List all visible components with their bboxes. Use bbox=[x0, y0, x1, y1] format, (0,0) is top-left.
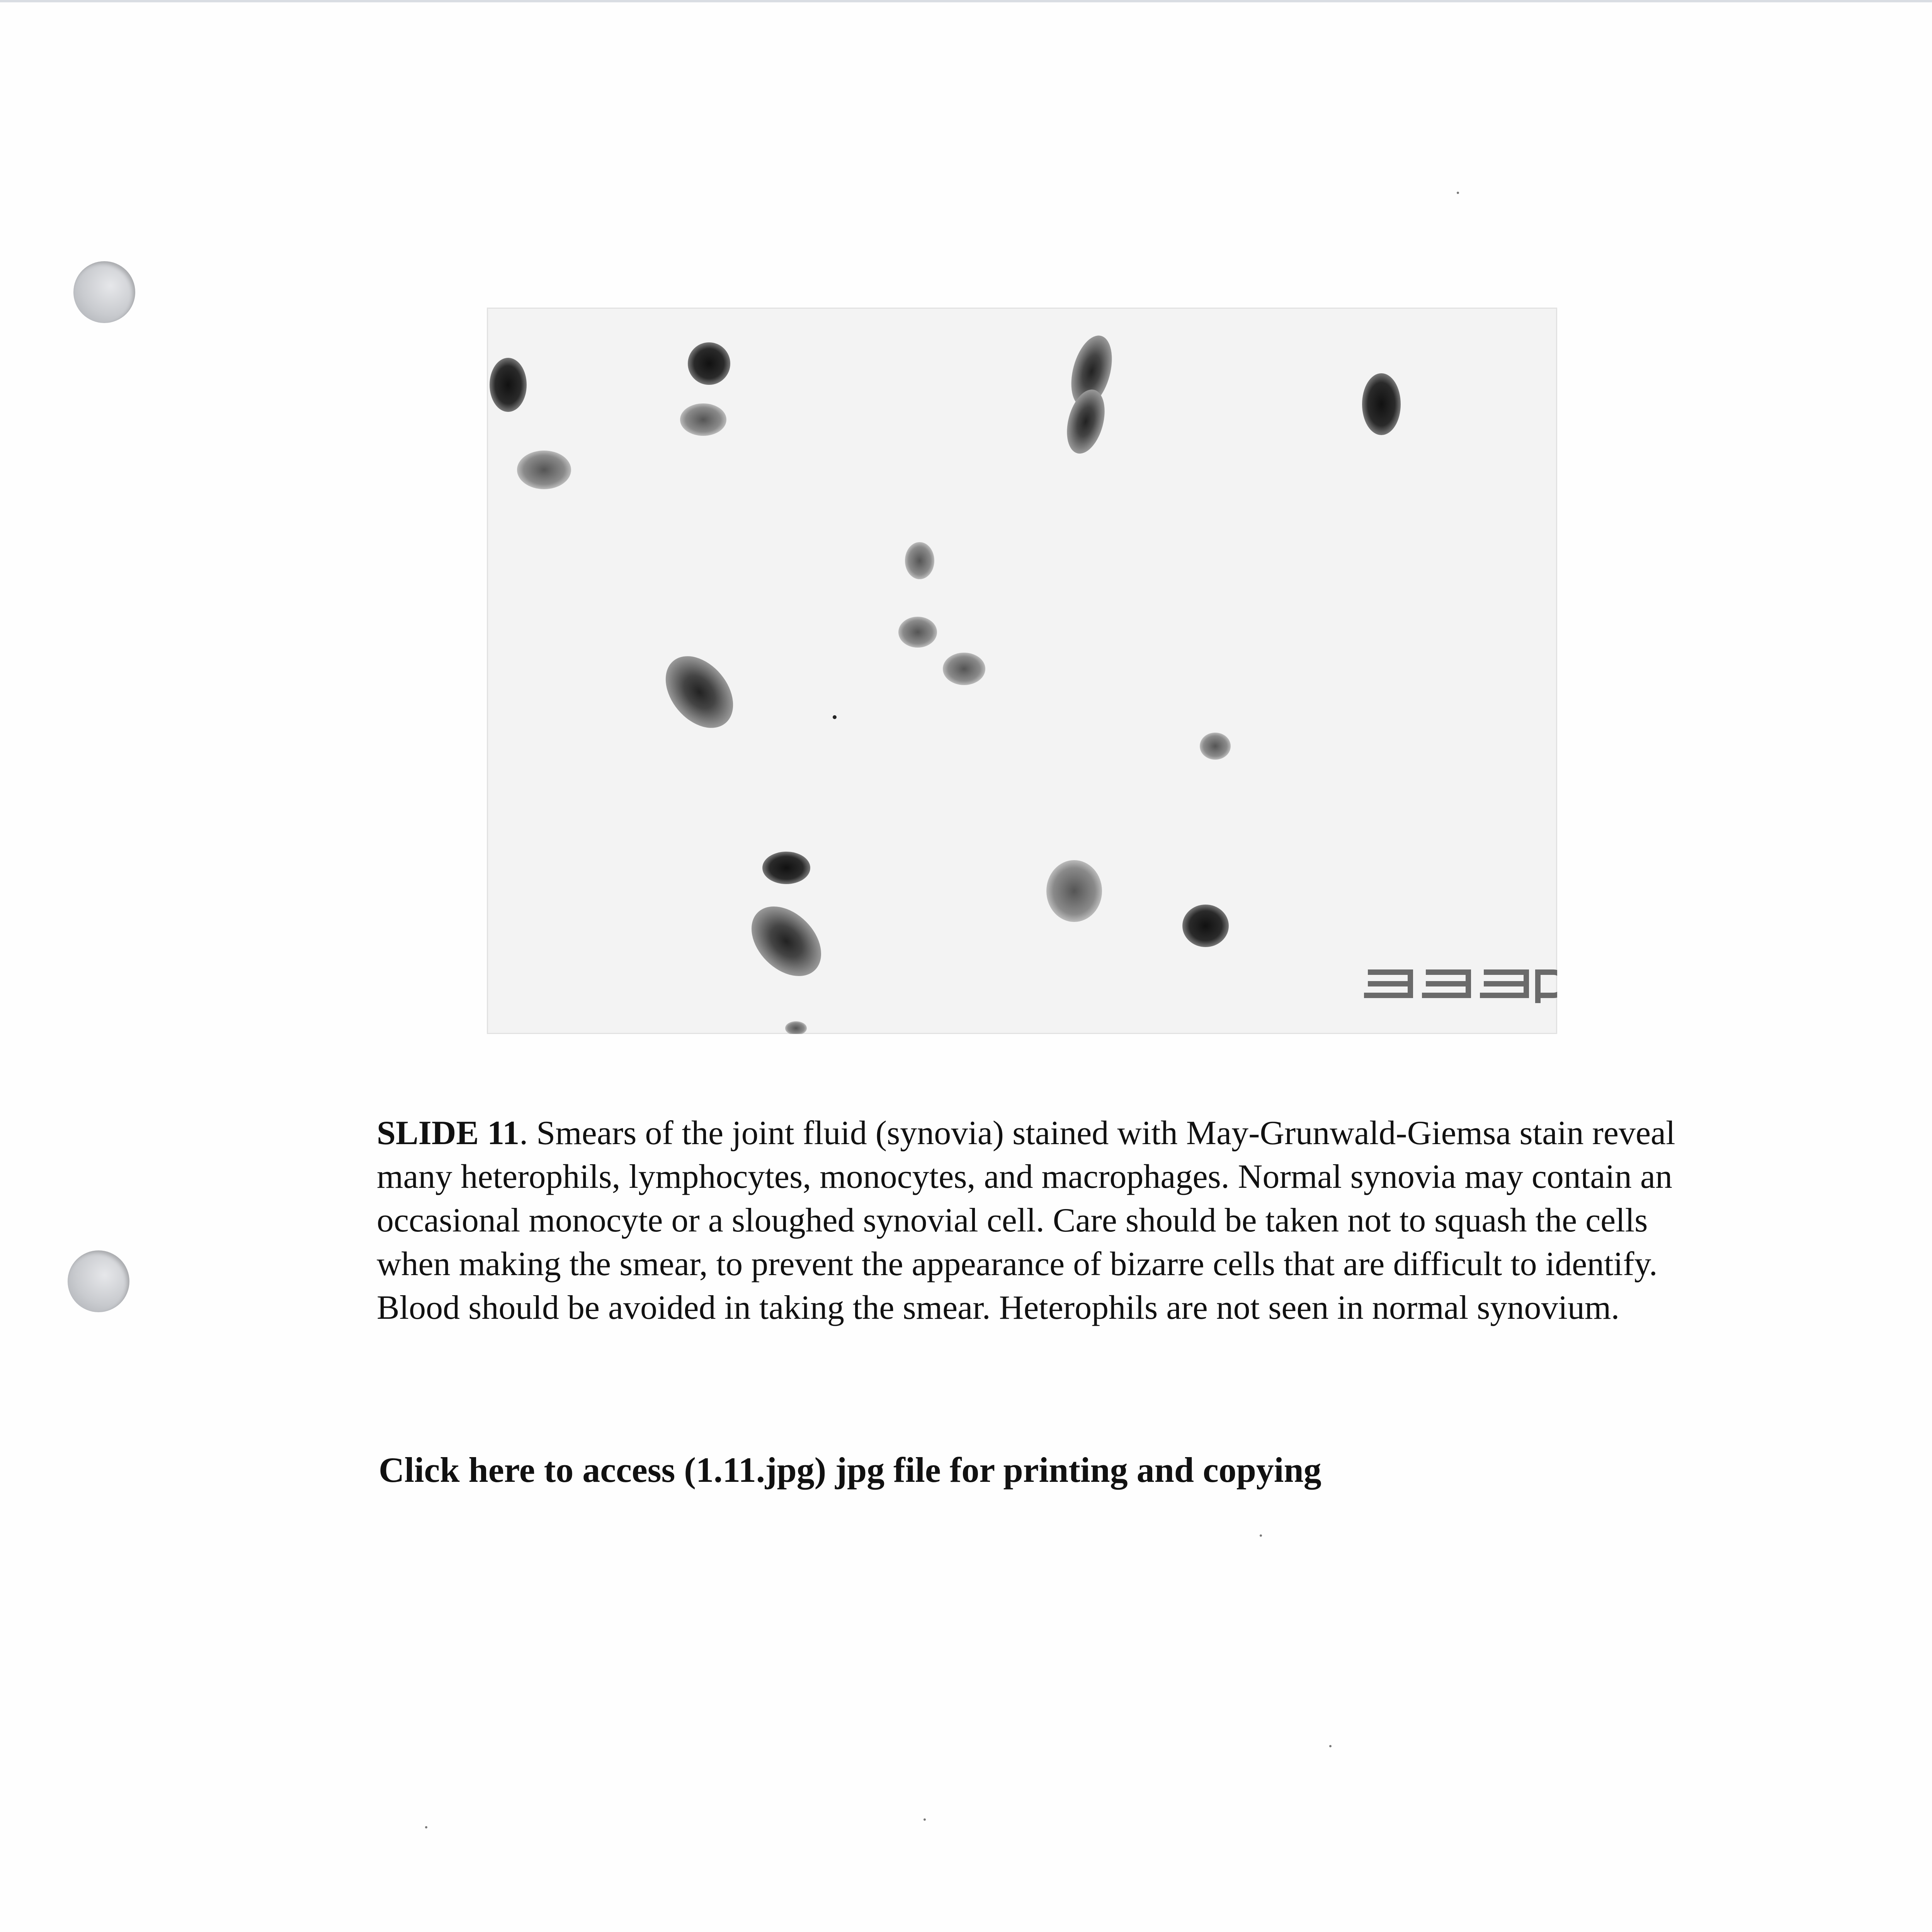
punch-hole-middle bbox=[68, 1250, 129, 1312]
cell bbox=[762, 852, 810, 884]
scan-speck bbox=[1457, 192, 1459, 194]
scan-speck bbox=[1260, 1534, 1262, 1537]
cell bbox=[943, 653, 985, 685]
cell bbox=[490, 358, 527, 412]
slide-label: SLIDE 11 bbox=[377, 1114, 520, 1152]
slide-description: . Smears of the joint fluid (synovia) stained with May-Grunwald-Giemsa stain reveal many heterophils, lymphocytes, monocytes, and macrophages. Normal synovia may contain an occasional monocyte or a sloughed synovial cell. Care should be taken not to squash the cells when making the smear, to prevent the appearance of bizarre cells that are difficult to identify. Blood should be avoided in taking the smear. Heterophils are not seen in normal synovium. bbox=[377, 1114, 1675, 1327]
synovia-smear-micrograph bbox=[487, 308, 1557, 1034]
cell bbox=[898, 617, 937, 648]
slide-caption bbox=[377, 1111, 1690, 1330]
cell bbox=[680, 403, 726, 436]
scan-speck bbox=[425, 1826, 427, 1828]
scan-speck bbox=[1329, 1745, 1332, 1747]
jpg-download-link[interactable]: Click here to access (1.11.jpg) jpg file for printing and copying bbox=[379, 1450, 1321, 1490]
cell bbox=[1362, 373, 1401, 435]
cell bbox=[1200, 733, 1231, 760]
cell bbox=[517, 451, 571, 489]
cell bbox=[688, 342, 730, 385]
cell bbox=[905, 542, 934, 579]
scan-speck bbox=[923, 1818, 926, 1821]
punch-hole-top bbox=[73, 261, 135, 323]
cell bbox=[1046, 860, 1102, 922]
cell bbox=[1182, 905, 1229, 947]
